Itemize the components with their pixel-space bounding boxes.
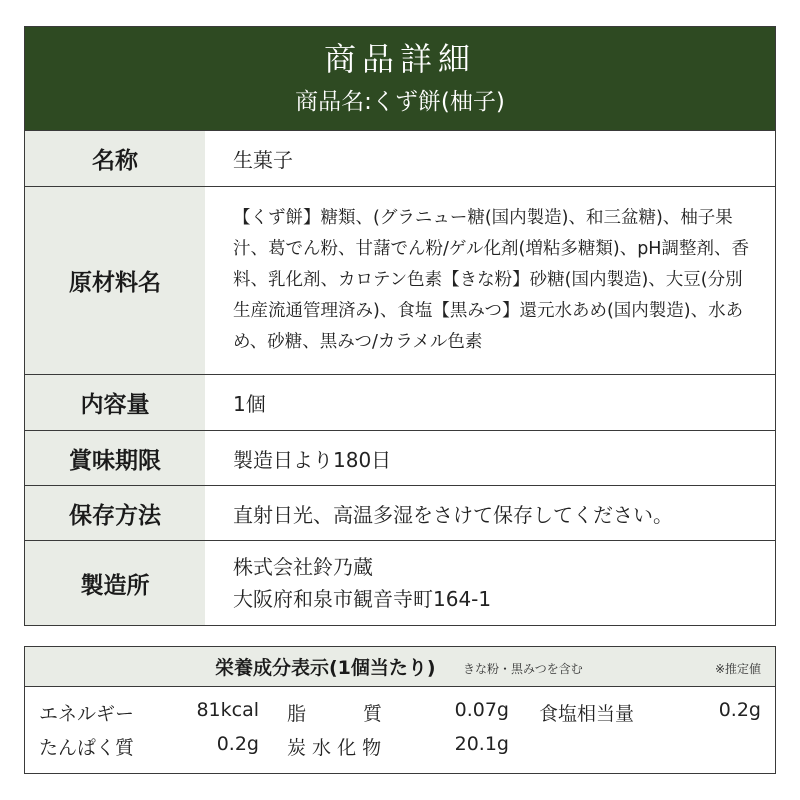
nutrient-value-fat: 0.07g: [454, 699, 509, 721]
nutrient-name-energy: エネルギー: [39, 703, 135, 725]
nutrition-title: 栄養成分表示(1個当たり): [215, 657, 436, 679]
row-value: 製造日より180日: [233, 447, 392, 472]
product-detail-table: [24, 26, 776, 626]
product-name: 商品名:くず餅(柚子): [295, 89, 505, 115]
row-value: 直射日光、高温多湿をさけて保存してください。: [233, 502, 673, 527]
nutrient-name-salt: 食塩相当量: [539, 703, 635, 725]
table-row-ingredients: [25, 187, 775, 375]
row-value: 生菓子: [233, 148, 293, 172]
row-label: 原材料名: [25, 187, 205, 374]
nutrient-name-carbs: 炭 水 化 物: [287, 737, 382, 759]
table-row-manufacturer: [25, 541, 775, 625]
table-row-storage: [25, 486, 775, 541]
estimate-note: ※推定値: [714, 662, 761, 676]
nutrient-value-salt: 0.2g: [718, 699, 761, 721]
row-label: 賞味期限: [25, 431, 205, 485]
row-label: 製造所: [25, 541, 205, 625]
nutrient-value-carbs: 20.1g: [454, 733, 509, 755]
row-value: 1個: [233, 392, 266, 416]
nutrition-header: [25, 647, 775, 687]
nutrition-body: [25, 687, 775, 773]
table-header: [25, 27, 775, 131]
manufacturer-name: 株式会社鈴乃蔵: [233, 555, 373, 579]
nutrient-value-energy: 81kcal: [196, 699, 259, 721]
nutrition-note: きな粉・黒みつを含む: [463, 662, 583, 676]
nutrient-name-protein: たんぱく質: [39, 737, 135, 759]
nutrition-table: [24, 646, 776, 774]
table-row-name: [25, 131, 775, 187]
row-label: 名称: [25, 131, 205, 186]
nutrient-name-fat: 脂 質: [287, 703, 383, 725]
table-row-quantity: [25, 375, 775, 431]
row-value: 【くず餅】糖類、(グラニュー糖(国内製造)、和三盆糖)、柚子果汁、葛でん粉、甘藷でん粉/ゲル化剤(増粘多糖類)、pH調整剤、香料、乳化剤、カロテン色素【きな粉】砂糖(国内製造)、大豆(分別生産流通管理済み)、食塩【黒みつ】還元水あめ(国内製造)、水あめ、砂糖、黒みつ/カラメル色素: [233, 208, 749, 352]
row-label: 保存方法: [25, 486, 205, 540]
row-label: 内容量: [25, 375, 205, 430]
table-row-best-before: [25, 431, 775, 486]
nutrient-value-protein: 0.2g: [216, 733, 259, 755]
row-value: [205, 541, 775, 625]
page-title: 商品詳細: [323, 40, 476, 78]
manufacturer-address: 大阪府和泉市観音寺町164-1: [233, 587, 492, 611]
